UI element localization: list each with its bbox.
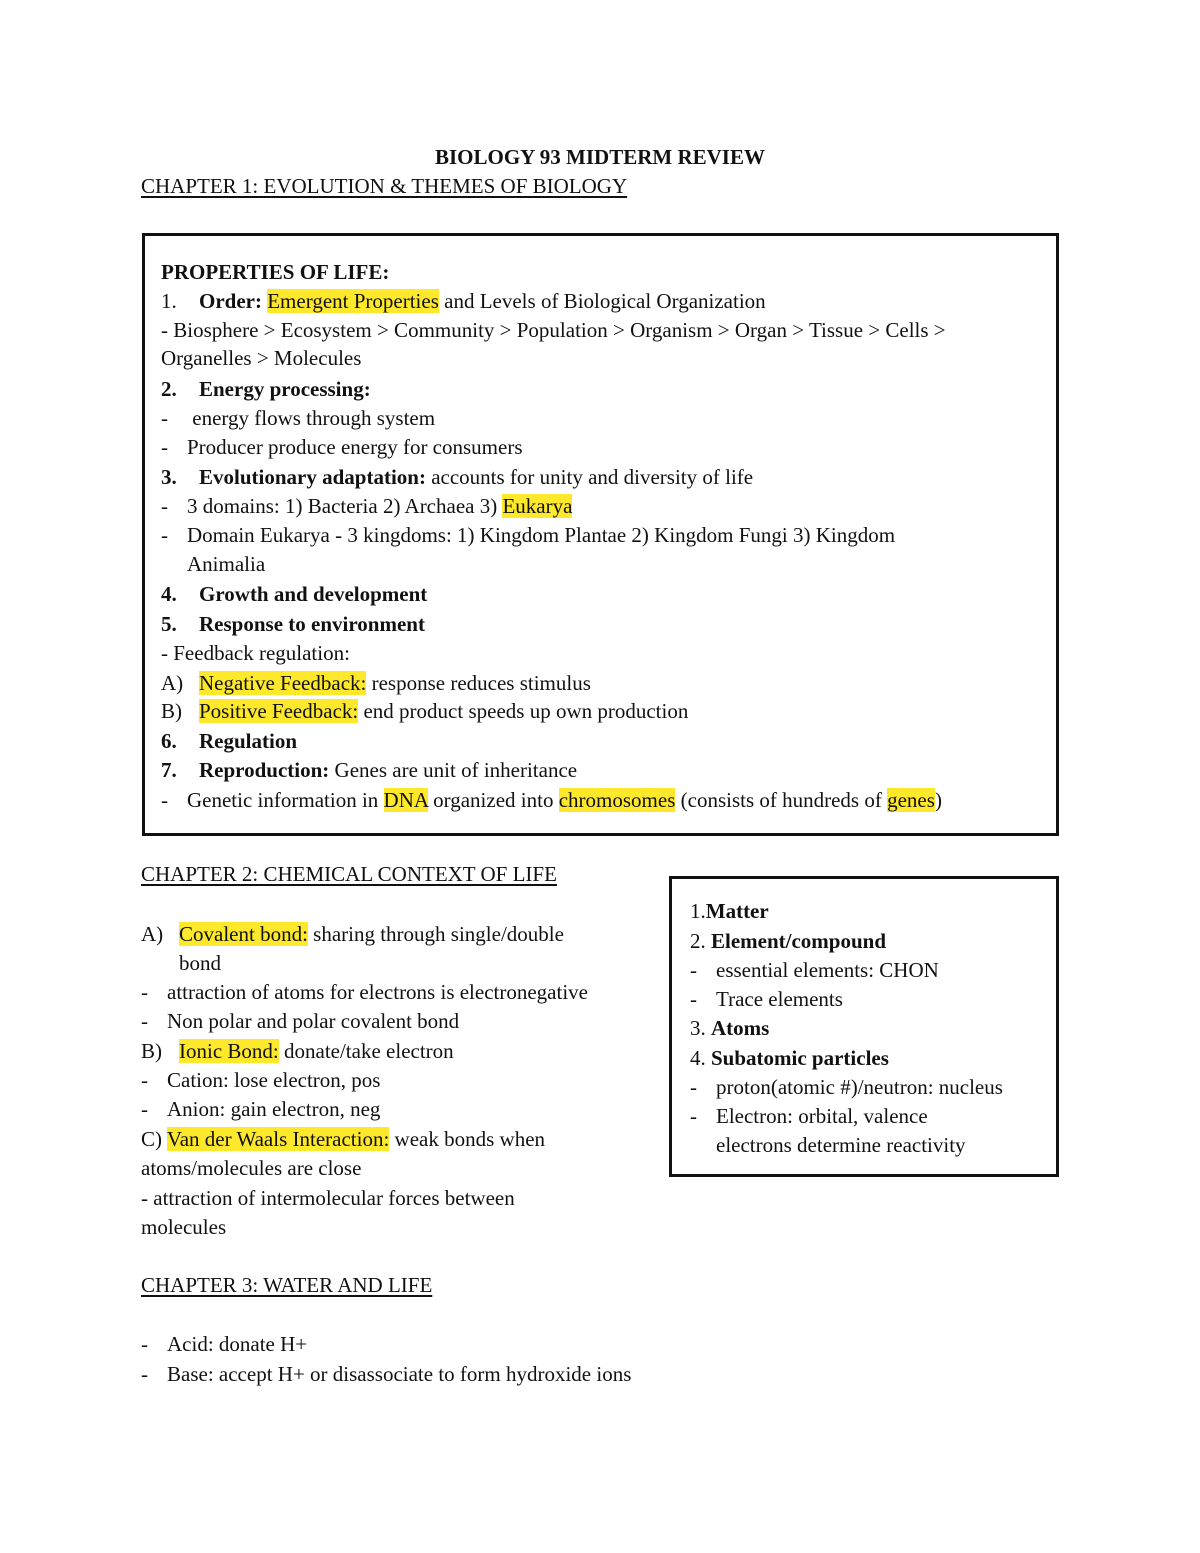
highlight-eukarya: Eukarya bbox=[502, 494, 573, 518]
chapter-2-heading: CHAPTER 2: CHEMICAL CONTEXT OF LIFE bbox=[141, 862, 557, 886]
property-reproduction: 7. Reproduction: Genes are unit of inheritance bbox=[161, 758, 578, 782]
highlight-covalent-bond: Covalent bond: bbox=[179, 922, 308, 946]
chapter-1-heading: CHAPTER 1: EVOLUTION & THEMES OF BIOLOGY bbox=[141, 174, 628, 198]
van-der-waals-cont: atoms/molecules are close bbox=[141, 1156, 362, 1180]
evolution-bullet-1: - 3 domains: 1) Bacteria 2) Archaea 3) Eukarya bbox=[161, 494, 573, 518]
evolution-bullet-2-cont: Animalia bbox=[187, 552, 266, 576]
subatomic-bullet-2-cont: electrons determine reactivity bbox=[716, 1133, 966, 1157]
atoms-item: 3. Atoms bbox=[690, 1016, 770, 1040]
highlight-positive-feedback: Positive Feedback: bbox=[199, 699, 359, 723]
property-response: 5. Response to environment bbox=[161, 612, 425, 636]
covalent-bullet-1: - attraction of atoms for electrons is electronegative bbox=[141, 980, 588, 1004]
covalent-bullet-2: - Non polar and polar covalent bond bbox=[141, 1009, 460, 1033]
matter-box bbox=[669, 876, 1059, 1177]
energy-bullet-2: - Producer produce energy for consumers bbox=[161, 435, 523, 459]
negative-feedback: A) Negative Feedback: response reduces stimulus bbox=[161, 671, 591, 695]
property-growth: 4. Growth and development bbox=[161, 582, 428, 606]
chapter-3-heading: CHAPTER 3: WATER AND LIFE bbox=[141, 1273, 433, 1297]
evolution-bullet-2: - Domain Eukarya - 3 kingdoms: 1) Kingdom Plantae 2) Kingdom Fungi 3) Kingdom bbox=[161, 523, 896, 547]
covalent-bond-cont: bond bbox=[179, 951, 221, 975]
subatomic-item: 4. Subatomic particles bbox=[690, 1046, 889, 1070]
intermolecular-line1: - attraction of intermolecular forces between bbox=[141, 1186, 515, 1210]
element-bullet-2: - Trace elements bbox=[690, 987, 843, 1011]
feedback-regulation: - Feedback regulation: bbox=[161, 641, 350, 665]
properties-heading: PROPERTIES OF LIFE: bbox=[161, 260, 390, 284]
property-energy: 2. Energy processing: bbox=[161, 377, 371, 401]
covalent-bond: A) Covalent bond: sharing through single/double bbox=[141, 922, 564, 946]
organization-levels-line1: - Biosphere > Ecosystem > Community > Population > Organism > Organ > Tissue > Cells > bbox=[161, 318, 946, 342]
highlight-negative-feedback: Negative Feedback: bbox=[199, 671, 367, 695]
acid-bullet: - Acid: donate H+ bbox=[141, 1332, 308, 1356]
organization-levels-line2: Organelles > Molecules bbox=[161, 346, 362, 370]
base-bullet: - Base: accept H+ or disassociate to form hydroxide ions bbox=[141, 1362, 632, 1386]
subatomic-bullet-2: - Electron: orbital, valence bbox=[690, 1104, 928, 1128]
reproduction-bullet: - Genetic information in DNA organized into chromosomes (consists of hundreds of genes) bbox=[161, 788, 942, 812]
property-order: 1. Order: Emergent Properties and Levels of Biological Organization bbox=[161, 289, 766, 313]
highlight-genes: genes bbox=[887, 788, 935, 812]
highlight-van-der-waals: Van der Waals Interaction: bbox=[166, 1127, 390, 1151]
positive-feedback: B) Positive Feedback: end product speeds up own production bbox=[161, 699, 689, 723]
highlight-ionic-bond: Ionic Bond: bbox=[179, 1039, 279, 1063]
highlight-chromosomes: chromosomes bbox=[558, 788, 676, 812]
ionic-bond: B) Ionic Bond: donate/take electron bbox=[141, 1039, 454, 1063]
properties-of-life-box bbox=[142, 233, 1059, 836]
matter-item: 1.Matter bbox=[690, 899, 769, 923]
document-title: BIOLOGY 93 MIDTERM REVIEW bbox=[434, 145, 765, 169]
ionic-bullet-1: - Cation: lose electron, pos bbox=[141, 1068, 381, 1092]
ionic-bullet-2: - Anion: gain electron, neg bbox=[141, 1097, 381, 1121]
element-bullet-1: - essential elements: CHON bbox=[690, 958, 939, 982]
property-evolution: 3. Evolutionary adaptation: accounts for unity and diversity of life bbox=[161, 465, 754, 489]
highlight-dna: DNA bbox=[383, 788, 428, 812]
highlight-emergent-properties: Emergent Properties bbox=[267, 289, 439, 313]
energy-bullet-1: - energy flows through system bbox=[161, 406, 436, 430]
element-compound-item: 2. Element/compound bbox=[690, 929, 887, 953]
intermolecular-line2: molecules bbox=[141, 1215, 227, 1239]
subatomic-bullet-1: - proton(atomic #)/neutron: nucleus bbox=[690, 1075, 1003, 1099]
van-der-waals: C) Van der Waals Interaction: weak bonds when bbox=[141, 1127, 546, 1151]
property-regulation: 6. Regulation bbox=[161, 729, 298, 753]
